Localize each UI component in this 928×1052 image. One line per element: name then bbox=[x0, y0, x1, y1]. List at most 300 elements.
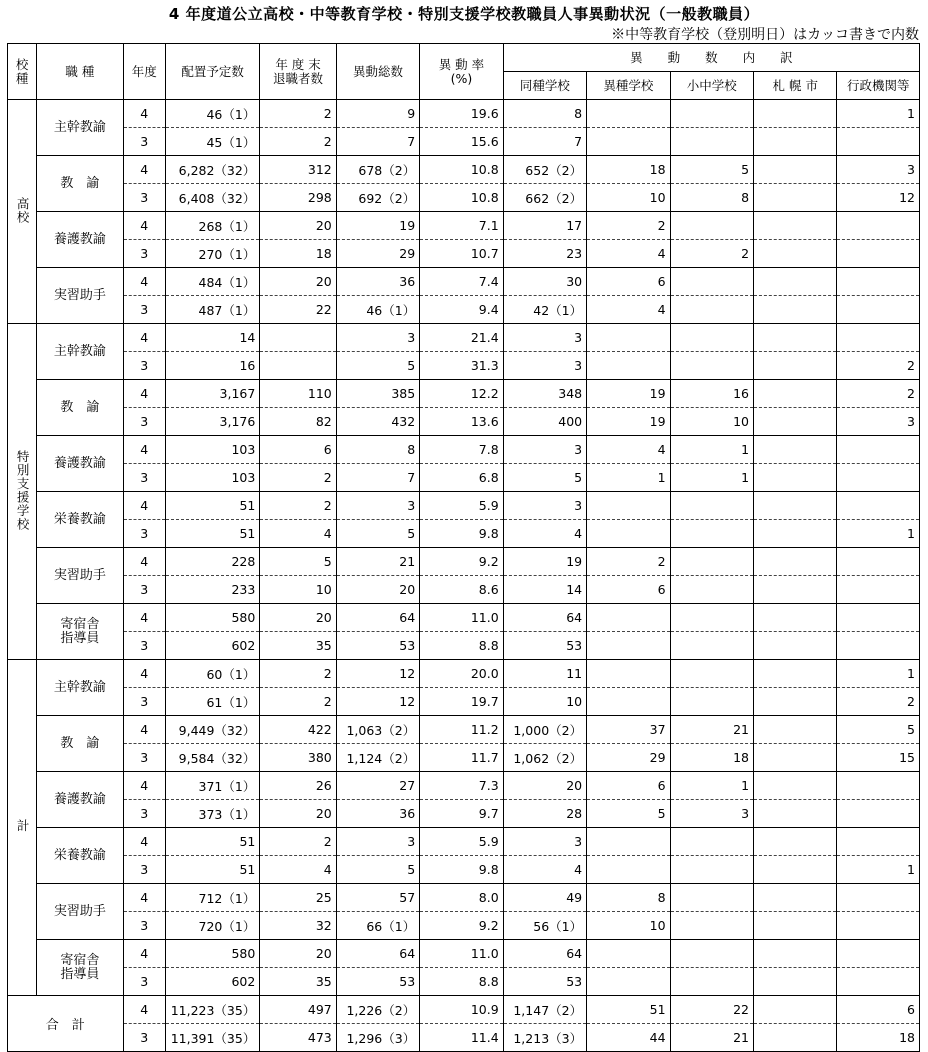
year-cell: 4 bbox=[123, 660, 165, 688]
value-cell bbox=[260, 352, 336, 380]
value-cell: 422 bbox=[260, 716, 336, 744]
table-row bbox=[8, 156, 920, 184]
year-cell: 4 bbox=[123, 156, 165, 184]
value-cell: 21 bbox=[336, 548, 419, 576]
header-planned: 配置予定数 bbox=[165, 44, 260, 100]
value-cell: 10 bbox=[260, 576, 336, 604]
table-row bbox=[8, 772, 920, 800]
school-type-cell: 計 bbox=[8, 660, 37, 996]
value-cell: 7 bbox=[336, 464, 419, 492]
year-cell: 4 bbox=[123, 436, 165, 464]
value-cell bbox=[670, 604, 753, 632]
value-cell bbox=[754, 632, 837, 660]
value-cell: 3 bbox=[837, 156, 920, 184]
table-row bbox=[8, 912, 920, 940]
table-row bbox=[8, 408, 920, 436]
value-cell: 51 bbox=[165, 856, 260, 884]
value-cell bbox=[587, 828, 670, 856]
value-cell bbox=[837, 576, 920, 604]
value-cell bbox=[754, 548, 837, 576]
value-cell: 11.0 bbox=[420, 940, 503, 968]
value-cell: 64 bbox=[503, 940, 586, 968]
value-cell: 19 bbox=[503, 548, 586, 576]
value-cell: 44 bbox=[587, 1024, 670, 1052]
table-row bbox=[8, 464, 920, 492]
table-row bbox=[8, 240, 920, 268]
year-cell: 4 bbox=[123, 996, 165, 1024]
value-cell bbox=[754, 492, 837, 520]
value-cell bbox=[754, 688, 837, 716]
value-cell: 64 bbox=[336, 604, 419, 632]
value-cell: 373（1） bbox=[165, 800, 260, 828]
value-cell bbox=[837, 128, 920, 156]
value-cell: 15.6 bbox=[420, 128, 503, 156]
value-cell: 28 bbox=[503, 800, 586, 828]
value-cell: 4 bbox=[587, 436, 670, 464]
value-cell: 4 bbox=[260, 856, 336, 884]
value-cell: 602 bbox=[165, 968, 260, 996]
value-cell bbox=[670, 128, 753, 156]
value-cell: 9.4 bbox=[420, 296, 503, 324]
value-cell bbox=[670, 940, 753, 968]
value-cell: 32 bbox=[260, 912, 336, 940]
value-cell: 10.9 bbox=[420, 996, 503, 1024]
value-cell: 46（1） bbox=[336, 296, 419, 324]
value-cell: 9.2 bbox=[420, 548, 503, 576]
value-cell bbox=[837, 548, 920, 576]
value-cell: 16 bbox=[165, 352, 260, 380]
value-cell bbox=[670, 296, 753, 324]
table-row bbox=[8, 968, 920, 996]
table-row bbox=[8, 884, 920, 912]
value-cell: 12 bbox=[336, 688, 419, 716]
value-cell bbox=[670, 492, 753, 520]
year-cell: 3 bbox=[123, 240, 165, 268]
value-cell: 110 bbox=[260, 380, 336, 408]
year-cell: 3 bbox=[123, 296, 165, 324]
value-cell bbox=[670, 632, 753, 660]
value-cell: 53 bbox=[503, 968, 586, 996]
value-cell bbox=[837, 268, 920, 296]
value-cell: 7 bbox=[503, 128, 586, 156]
value-cell bbox=[754, 884, 837, 912]
value-cell bbox=[670, 268, 753, 296]
value-cell: 36 bbox=[336, 800, 419, 828]
header-total-moves: 異動総数 bbox=[336, 44, 419, 100]
value-cell: 103 bbox=[165, 436, 260, 464]
value-cell: 5.9 bbox=[420, 492, 503, 520]
year-cell: 3 bbox=[123, 1024, 165, 1052]
value-cell bbox=[587, 688, 670, 716]
job-cell: 栄養教諭 bbox=[37, 828, 123, 884]
total-row bbox=[8, 996, 920, 1024]
value-cell: 484（1） bbox=[165, 268, 260, 296]
value-cell: 49 bbox=[503, 884, 586, 912]
value-cell: 4 bbox=[260, 520, 336, 548]
job-cell: 主幹教諭 bbox=[37, 324, 123, 380]
value-cell: 9.8 bbox=[420, 520, 503, 548]
value-cell: 20 bbox=[260, 800, 336, 828]
value-cell: 1 bbox=[587, 464, 670, 492]
value-cell: 1,296（3） bbox=[336, 1024, 419, 1052]
value-cell: 7.8 bbox=[420, 436, 503, 464]
year-cell: 3 bbox=[123, 856, 165, 884]
header-rate: 異 動 率 (%) bbox=[420, 44, 503, 100]
value-cell bbox=[754, 660, 837, 688]
value-cell: 46（1） bbox=[165, 100, 260, 128]
value-cell: 6 bbox=[260, 436, 336, 464]
table-row bbox=[8, 100, 920, 128]
value-cell: 233 bbox=[165, 576, 260, 604]
value-cell: 268（1） bbox=[165, 212, 260, 240]
value-cell: 2 bbox=[260, 688, 336, 716]
year-cell: 4 bbox=[123, 604, 165, 632]
header-elem-mid: 小中学校 bbox=[670, 72, 753, 100]
value-cell bbox=[587, 128, 670, 156]
value-cell: 7.1 bbox=[420, 212, 503, 240]
value-cell: 19.7 bbox=[420, 688, 503, 716]
value-cell: 5 bbox=[336, 352, 419, 380]
value-cell bbox=[587, 492, 670, 520]
value-cell bbox=[837, 604, 920, 632]
value-cell: 4 bbox=[503, 856, 586, 884]
header-diff-type: 異種学校 bbox=[587, 72, 670, 100]
value-cell: 3 bbox=[336, 324, 419, 352]
value-cell: 36 bbox=[336, 268, 419, 296]
table-row bbox=[8, 688, 920, 716]
header-same-type: 同種学校 bbox=[503, 72, 586, 100]
value-cell: 22 bbox=[670, 996, 753, 1024]
value-cell bbox=[837, 800, 920, 828]
value-cell: 3 bbox=[503, 436, 586, 464]
value-cell: 3 bbox=[837, 408, 920, 436]
value-cell: 5 bbox=[587, 800, 670, 828]
value-cell: 6.8 bbox=[420, 464, 503, 492]
value-cell bbox=[754, 772, 837, 800]
value-cell bbox=[754, 100, 837, 128]
value-cell: 1,062（2） bbox=[503, 744, 586, 772]
header-school-type: 校種 bbox=[8, 44, 37, 100]
value-cell: 3 bbox=[503, 324, 586, 352]
value-cell bbox=[754, 128, 837, 156]
value-cell: 4 bbox=[503, 520, 586, 548]
value-cell bbox=[754, 212, 837, 240]
value-cell: 23 bbox=[503, 240, 586, 268]
value-cell bbox=[754, 324, 837, 352]
value-cell bbox=[754, 828, 837, 856]
value-cell bbox=[837, 968, 920, 996]
table-row bbox=[8, 520, 920, 548]
value-cell bbox=[670, 576, 753, 604]
table-row bbox=[8, 324, 920, 352]
value-cell: 580 bbox=[165, 604, 260, 632]
value-cell: 26 bbox=[260, 772, 336, 800]
value-cell: 5 bbox=[336, 856, 419, 884]
value-cell: 7.3 bbox=[420, 772, 503, 800]
year-cell: 3 bbox=[123, 688, 165, 716]
value-cell: 29 bbox=[336, 240, 419, 268]
value-cell: 4 bbox=[587, 296, 670, 324]
header-retire: 年 度 末 退職者数 bbox=[260, 44, 336, 100]
value-cell: 103 bbox=[165, 464, 260, 492]
value-cell: 7.4 bbox=[420, 268, 503, 296]
value-cell bbox=[754, 968, 837, 996]
year-cell: 3 bbox=[123, 968, 165, 996]
table-row bbox=[8, 716, 920, 744]
value-cell bbox=[670, 828, 753, 856]
value-cell: 51 bbox=[165, 492, 260, 520]
value-cell bbox=[837, 296, 920, 324]
value-cell: 3 bbox=[503, 492, 586, 520]
value-cell: 1 bbox=[837, 660, 920, 688]
school-type-cell: 高校 bbox=[8, 100, 37, 324]
year-cell: 4 bbox=[123, 100, 165, 128]
value-cell: 1 bbox=[670, 436, 753, 464]
value-cell: 64 bbox=[336, 940, 419, 968]
value-cell bbox=[670, 660, 753, 688]
value-cell: 14 bbox=[165, 324, 260, 352]
value-cell: 9.7 bbox=[420, 800, 503, 828]
value-cell: 66（1） bbox=[336, 912, 419, 940]
header-admin: 行政機関等 bbox=[837, 72, 920, 100]
value-cell: 385 bbox=[336, 380, 419, 408]
value-cell bbox=[670, 324, 753, 352]
year-cell: 3 bbox=[123, 632, 165, 660]
value-cell: 11.2 bbox=[420, 716, 503, 744]
value-cell: 20 bbox=[260, 212, 336, 240]
value-cell: 61（1） bbox=[165, 688, 260, 716]
value-cell bbox=[754, 436, 837, 464]
value-cell: 51 bbox=[165, 520, 260, 548]
page-title: 4 年度道公立高校・中等教育学校・特別支援学校教職員人事異動状況（一般教職員） bbox=[168, 5, 760, 23]
table-row bbox=[8, 856, 920, 884]
table-row bbox=[8, 128, 920, 156]
value-cell bbox=[754, 996, 837, 1024]
value-cell bbox=[754, 940, 837, 968]
table-row bbox=[8, 268, 920, 296]
table-row bbox=[8, 800, 920, 828]
value-cell: 8.0 bbox=[420, 884, 503, 912]
value-cell: 51 bbox=[587, 996, 670, 1024]
value-cell bbox=[670, 352, 753, 380]
value-cell: 45（1） bbox=[165, 128, 260, 156]
value-cell: 19 bbox=[336, 212, 419, 240]
value-cell bbox=[837, 240, 920, 268]
job-cell: 教 諭 bbox=[37, 380, 123, 436]
value-cell: 8 bbox=[587, 884, 670, 912]
year-cell: 4 bbox=[123, 212, 165, 240]
value-cell bbox=[587, 940, 670, 968]
value-cell: 3 bbox=[503, 828, 586, 856]
year-cell: 4 bbox=[123, 884, 165, 912]
value-cell: 1 bbox=[670, 464, 753, 492]
value-cell: 8.6 bbox=[420, 576, 503, 604]
year-cell: 3 bbox=[123, 520, 165, 548]
job-cell: 養護教諭 bbox=[37, 212, 123, 268]
value-cell bbox=[754, 156, 837, 184]
value-cell bbox=[670, 548, 753, 576]
value-cell: 19.6 bbox=[420, 100, 503, 128]
value-cell: 19 bbox=[587, 408, 670, 436]
job-cell: 教 諭 bbox=[37, 716, 123, 772]
value-cell bbox=[754, 352, 837, 380]
value-cell: 14 bbox=[503, 576, 586, 604]
value-cell: 9,584（32） bbox=[165, 744, 260, 772]
value-cell: 64 bbox=[503, 604, 586, 632]
value-cell: 20.0 bbox=[420, 660, 503, 688]
value-cell bbox=[754, 520, 837, 548]
value-cell: 11 bbox=[503, 660, 586, 688]
value-cell: 11.7 bbox=[420, 744, 503, 772]
value-cell: 380 bbox=[260, 744, 336, 772]
job-cell: 寄宿舎指導員 bbox=[37, 604, 123, 660]
value-cell: 29 bbox=[587, 744, 670, 772]
value-cell: 5 bbox=[260, 548, 336, 576]
year-cell: 3 bbox=[123, 744, 165, 772]
value-cell bbox=[754, 380, 837, 408]
value-cell bbox=[837, 492, 920, 520]
value-cell: 2 bbox=[587, 212, 670, 240]
value-cell: 12 bbox=[837, 184, 920, 212]
value-cell: 20 bbox=[336, 576, 419, 604]
value-cell: 8 bbox=[336, 436, 419, 464]
year-cell: 4 bbox=[123, 716, 165, 744]
value-cell: 432 bbox=[336, 408, 419, 436]
value-cell: 8.8 bbox=[420, 632, 503, 660]
value-cell: 2 bbox=[260, 660, 336, 688]
value-cell bbox=[587, 324, 670, 352]
value-cell: 51 bbox=[165, 828, 260, 856]
value-cell: 2 bbox=[587, 548, 670, 576]
value-cell: 11.0 bbox=[420, 604, 503, 632]
value-cell: 35 bbox=[260, 632, 336, 660]
value-cell bbox=[587, 520, 670, 548]
value-cell bbox=[754, 268, 837, 296]
value-cell: 2 bbox=[260, 128, 336, 156]
value-cell: 3,176 bbox=[165, 408, 260, 436]
year-cell: 3 bbox=[123, 464, 165, 492]
table-row bbox=[8, 576, 920, 604]
job-cell: 教 諭 bbox=[37, 156, 123, 212]
value-cell: 6 bbox=[587, 576, 670, 604]
school-type-cell: 特別支援学校 bbox=[8, 324, 37, 660]
value-cell: 473 bbox=[260, 1024, 336, 1052]
year-cell: 4 bbox=[123, 324, 165, 352]
value-cell bbox=[837, 464, 920, 492]
value-cell: 10 bbox=[587, 912, 670, 940]
total-row bbox=[8, 1024, 920, 1052]
value-cell: 9 bbox=[336, 100, 419, 128]
value-cell: 2 bbox=[260, 100, 336, 128]
value-cell: 1 bbox=[670, 772, 753, 800]
table-row bbox=[8, 744, 920, 772]
value-cell: 8 bbox=[670, 184, 753, 212]
value-cell bbox=[587, 632, 670, 660]
value-cell: 5 bbox=[670, 156, 753, 184]
value-cell: 25 bbox=[260, 884, 336, 912]
value-cell bbox=[670, 968, 753, 996]
value-cell bbox=[670, 520, 753, 548]
value-cell bbox=[587, 856, 670, 884]
value-cell bbox=[587, 604, 670, 632]
year-cell: 4 bbox=[123, 380, 165, 408]
value-cell: 3 bbox=[336, 492, 419, 520]
value-cell: 1,213（3） bbox=[503, 1024, 586, 1052]
value-cell: 6,282（32） bbox=[165, 156, 260, 184]
value-cell: 487（1） bbox=[165, 296, 260, 324]
value-cell: 27 bbox=[336, 772, 419, 800]
value-cell: 720（1） bbox=[165, 912, 260, 940]
value-cell bbox=[837, 940, 920, 968]
value-cell: 35 bbox=[260, 968, 336, 996]
job-cell: 実習助手 bbox=[37, 884, 123, 940]
value-cell: 37 bbox=[587, 716, 670, 744]
value-cell: 21.4 bbox=[420, 324, 503, 352]
header-job: 職 種 bbox=[37, 44, 123, 100]
value-cell: 19 bbox=[587, 380, 670, 408]
value-cell: 10 bbox=[503, 688, 586, 716]
job-cell: 養護教諭 bbox=[37, 436, 123, 492]
year-cell: 3 bbox=[123, 912, 165, 940]
value-cell: 15 bbox=[837, 744, 920, 772]
value-cell: 2 bbox=[260, 464, 336, 492]
value-cell: 53 bbox=[336, 632, 419, 660]
value-cell: 8 bbox=[503, 100, 586, 128]
value-cell: 18 bbox=[837, 1024, 920, 1052]
table-row bbox=[8, 212, 920, 240]
job-cell: 主幹教諭 bbox=[37, 660, 123, 716]
value-cell: 17 bbox=[503, 212, 586, 240]
value-cell: 2 bbox=[260, 828, 336, 856]
value-cell: 1 bbox=[837, 520, 920, 548]
personnel-transfer-table bbox=[7, 43, 920, 1052]
value-cell: 9,449（32） bbox=[165, 716, 260, 744]
value-cell bbox=[754, 1024, 837, 1052]
value-cell: 1,124（2） bbox=[336, 744, 419, 772]
value-cell: 60（1） bbox=[165, 660, 260, 688]
value-cell bbox=[754, 744, 837, 772]
table-row bbox=[8, 296, 920, 324]
table-row bbox=[8, 380, 920, 408]
table-row bbox=[8, 660, 920, 688]
value-cell: 652（2） bbox=[503, 156, 586, 184]
value-cell bbox=[754, 912, 837, 940]
table-row bbox=[8, 352, 920, 380]
value-cell: 712（1） bbox=[165, 884, 260, 912]
value-cell: 10 bbox=[587, 184, 670, 212]
value-cell: 5 bbox=[837, 716, 920, 744]
value-cell: 2 bbox=[670, 240, 753, 268]
year-cell: 3 bbox=[123, 184, 165, 212]
value-cell: 1 bbox=[837, 856, 920, 884]
value-cell bbox=[587, 352, 670, 380]
value-cell: 5 bbox=[336, 520, 419, 548]
value-cell: 53 bbox=[503, 632, 586, 660]
value-cell bbox=[837, 436, 920, 464]
value-cell: 1,147（2） bbox=[503, 996, 586, 1024]
value-cell: 57 bbox=[336, 884, 419, 912]
value-cell bbox=[670, 100, 753, 128]
value-cell bbox=[754, 576, 837, 604]
value-cell bbox=[754, 464, 837, 492]
value-cell: 312 bbox=[260, 156, 336, 184]
value-cell: 2 bbox=[837, 352, 920, 380]
value-cell: 6,408（32） bbox=[165, 184, 260, 212]
value-cell: 2 bbox=[837, 688, 920, 716]
value-cell: 3,167 bbox=[165, 380, 260, 408]
value-cell: 5 bbox=[503, 464, 586, 492]
value-cell bbox=[670, 856, 753, 884]
